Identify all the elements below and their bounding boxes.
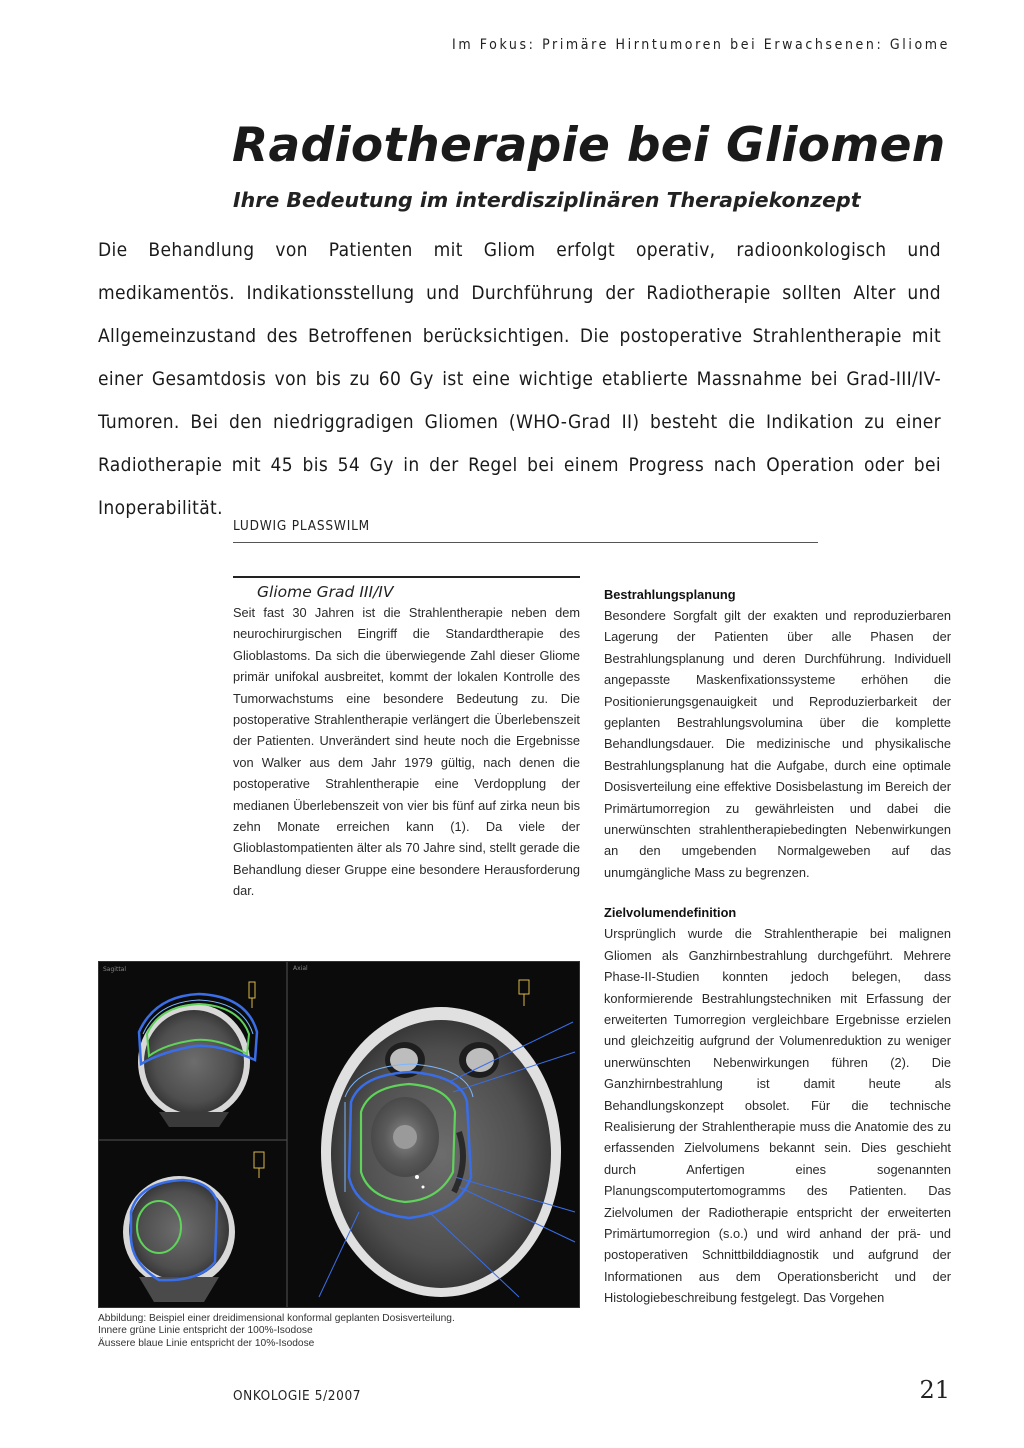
article-subtitle: Ihre Bedeutung im interdisziplinären Therapiekonzept (233, 188, 861, 212)
caption-line-3: Äussere blaue Linie entspricht der 10%-Isodose (98, 1337, 315, 1349)
body-text-zielvolumendefinition: Ursprünglich wurde die Strahlentherapie bei malignen Gliomen als Ganzhirnbestrahlung durchgeführt. Mehrere Phase-II-Studien konnten jedoch belegen, dass konformierende Bestrahlungstechniken mit Erfassung der erweiterten Tumorregion vergleichbare Ergebnisse erzielen und gleichzeitig aufgrund der Volumenreduktion zu weniger unerwünschten Nebenwirkungen führen (2). Die Ganzhirnbestrahlung ist damit heute als Behandlungskonzept obsolet. Für die technische Realisierung der Strahlentherapie muss die Anatomie des zu erfassenden Zielvolumens bekannt sein. Dies geschieht durch Anfertigen eines sogenannten Planungscomputertomogramms des Patienten. Das Zielvolumen der Radiotherapie entspricht der erweiterten Primärtumorregion (s.o.) und wird anhand der prä- und postoperativen Schnittbilddiagnostik und aufgrund der Informationen aus dem Operationsbericht und der Histologiebeschreibung festgelegt. Das Vorgehen (604, 926, 951, 1306)
caption-line-1: Abbildung: Beispiel einer dreidimensional konformal geplanten Dosisverteilung. (98, 1313, 455, 1324)
right-column (604, 585, 951, 1309)
caption-line-2: Innere grüne Linie entspricht der 100%-Isodose (98, 1325, 313, 1337)
section-heading-zielvolumendefinition: Zielvolumendefinition (604, 905, 737, 921)
axial-label: Axial (293, 965, 308, 972)
author-name: LUDWIG PLASSWILM (233, 518, 370, 534)
figure-caption (98, 1313, 580, 1350)
body-text-bestrahlungsplanung: Besondere Sorgfalt gilt der exakten und reproduzierbaren Lagerung der Patienten über alle Phasen der Bestrahlungsplanung und deren Durchführung. Individuell angepasste Maskenfixationssysteme erhöhen die Positionierungsgenauigkeit und Reproduzierbarkeit der geplanten Bestrahlungsvolumina über die komplette Behandlungsdauer. Die medizinische und physikalische Bestrahlungsplanung hat die Aufgabe, durch eine optimale Dosisverteilung eine effektive Dosisbelastung im Bereich der Primärtumorregion zu gewährleisten und dabei die unerwünschten strahlentherapiebedingten Nebenwirkungen an den umgebenden Normalgeweben auf das unumgängliche Mass zu begrenzen. (604, 608, 951, 880)
section-divider (233, 576, 580, 578)
section-heading-bestrahlungsplanung: Bestrahlungsplanung (604, 587, 736, 602)
panel-label: Sagittal (103, 966, 127, 973)
lead-paragraph: Die Behandlung von Patienten mit Gliom erfolgt operativ, radioonkologisch und medikamentös. Indikationsstellung und Durchführung der Radiotherapie sollten Alter und Allgemeinzustand des Betroffenen berücksichtigen. Die postoperative Strahlentherapie mit einer Gesamtdosis von bis zu 60 Gy ist eine wichtige etablierte Massnahme bei Grad-III/IV-Tumoren. Bei den niedriggradigen Gliomen (WHO-Grad II) besteht die Indikation zu einer Radiotherapie mit 45 bis 54 Gy in der Regel bei einem Progress nach Operation oder bei Inoperabilität. (98, 239, 941, 519)
page-number: 21 (919, 1376, 950, 1404)
author-divider (233, 542, 818, 543)
section-heading-gliome: Gliome Grad III/IV (257, 583, 394, 601)
running-head: Im Fokus: Primäre Hirntumoren bei Erwachsenen: Gliome (452, 37, 950, 53)
body-text-gliome: Seit fast 30 Jahren ist die Strahlentherapie neben dem neurochirurgischen Eingriff die Standardtherapie des Glioblastoms. Da sich die überwiegende Zahl dieser Gliome primär unifokal ausbreitet, kommt der lokalen Kontrolle des Tumorwachstums eine besondere Bedeutung zu. Die postoperative Strahlentherapie verlängert die Überlebenszeit der Patienten. Unverändert sind heute noch die Ergebnisse von Walker aus dem Jahr 1979 gültig, nach denen die postoperative Strahlentherapie eine Verdopplung der medianen Überlebenszeit von vier bis fünf auf zirka neun bis zehn Monate erreichen kann (1). Da viele der Glioblastompatienten älter als 70 Jahre sind, stellt gerade die Behandlung dieser Gruppe eine besondere Herausforderung dar. (233, 605, 580, 899)
left-column (233, 576, 580, 902)
article-title: Radiotherapie bei Gliomen (232, 118, 946, 173)
ct-scan-image (99, 962, 580, 1308)
ct-dose-figure (98, 961, 580, 1308)
footer-journal: ONKOLOGIE 5/2007 (233, 1388, 362, 1404)
